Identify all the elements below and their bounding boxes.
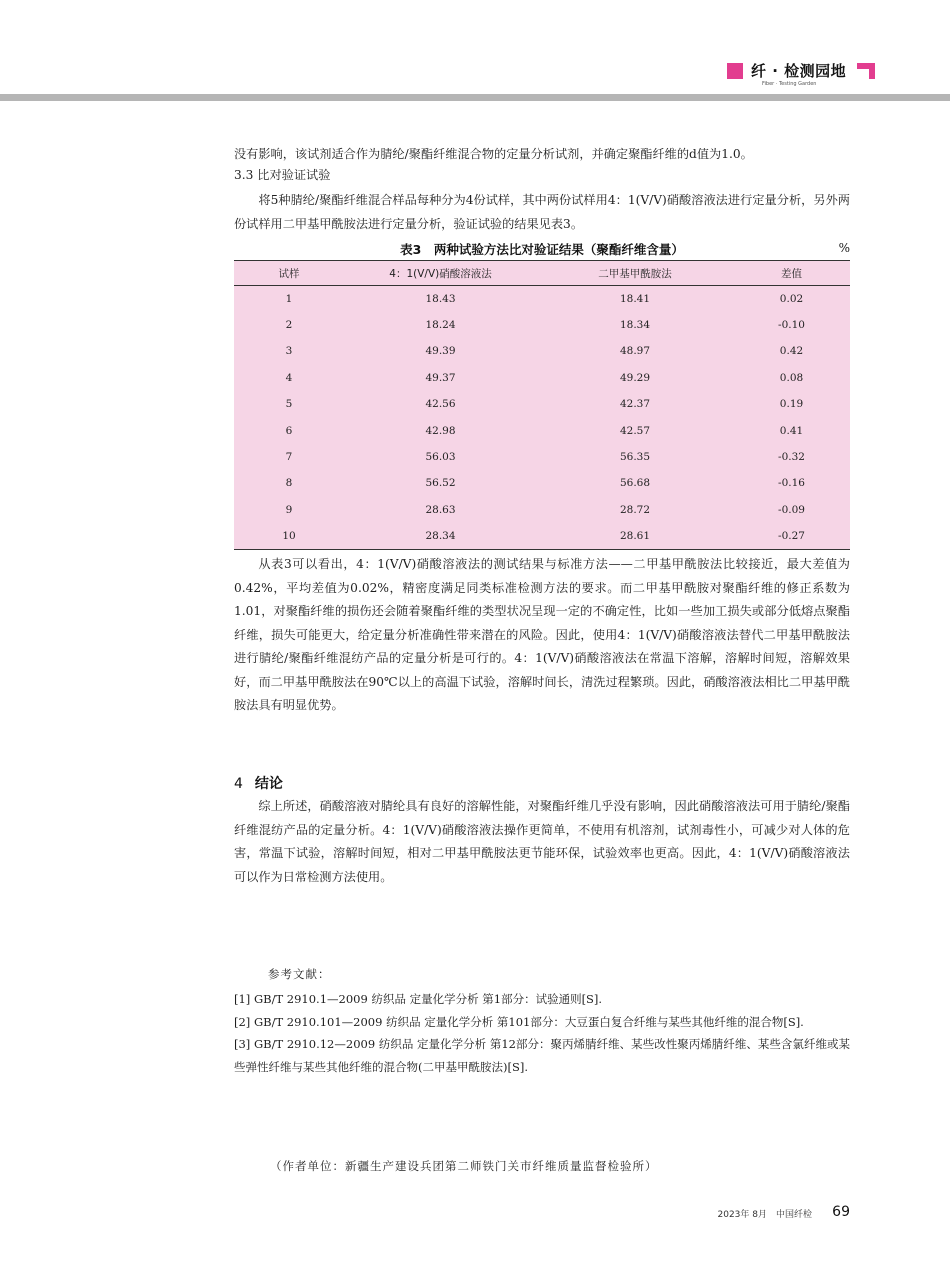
page-footer — [700, 1204, 850, 1224]
header-dmf: 二甲基甲酰胺法 — [537, 261, 733, 286]
author-affiliation: （作者单位：新疆生产建设兵团第二师铁门关市纤维质量监督检验所） — [270, 1159, 658, 1173]
cell-dmf: 49.29 — [619, 371, 651, 384]
references-list — [234, 988, 850, 1078]
cell-nitric: 56.52 — [425, 477, 456, 490]
references-title: 参考文献： — [268, 967, 331, 981]
reference-item: [3] GB/T 2910.12—2009 纺织品 定量化学分析 第12部分：聚丙烯腈纤维、某些改性聚丙烯腈纤维、某些含氯纤维或某些弹性纤维与某些其他纤维的混合物(二甲基甲酰胺法)[S]. — [234, 1037, 850, 1074]
cell-nitric: 18.24 — [425, 319, 456, 332]
table-row — [234, 417, 850, 443]
cell-sample: 1 — [285, 292, 293, 305]
cell-nitric: 28.63 — [425, 503, 456, 516]
cell-dmf: 18.34 — [619, 319, 651, 332]
cell-nitric: 56.03 — [425, 451, 456, 464]
cell-sample: 3 — [285, 345, 293, 358]
cell-diff: -0.32 — [778, 451, 805, 464]
paragraph-conclusion: 综上所述，硝酸溶液对腈纶具有良好的溶解性能，对聚酯纤维几乎没有影响，因此硝酸溶液法可用于腈纶/聚酯纤维混纺产品的定量分析。4：1(V/V)硝酸溶液法操作更简单，不使用有机溶剂，试剂毒性小，可减少对人体的危害，常温下试验，溶解时间短，相对二甲基甲酰胺法更节能环保，试验效率也更高。因此，4：1(V/V)硝酸溶液法可以作为日常检测方法使用。 — [234, 799, 850, 884]
brand-title: 纤 · 检测园地 — [751, 62, 847, 80]
table-row — [234, 312, 850, 338]
cell-nitric: 49.37 — [425, 371, 456, 384]
cell-diff: -0.27 — [733, 523, 850, 549]
section-title: 结论 — [254, 776, 283, 792]
cell-sample: 9 — [285, 503, 293, 516]
table-title: 表3 两种试验方法比对验证结果（聚酯纤维含量） — [400, 242, 684, 257]
cell-diff: -0.16 — [778, 477, 805, 490]
header-difference: 差值 — [733, 261, 850, 286]
cell-sample: 8 — [285, 477, 293, 490]
cell-nitric: 28.34 — [344, 523, 537, 549]
brand-corner-icon — [857, 63, 875, 79]
cell-sample: 4 — [285, 371, 293, 384]
cell-dmf: 56.35 — [619, 451, 651, 464]
cell-sample: 7 — [285, 451, 293, 464]
cell-dmf: 28.61 — [537, 523, 733, 549]
reference-item: [1] GB/T 2910.1—2009 纺织品 定量化学分析 第1部分：试验通则[S]. — [234, 992, 603, 1006]
cell-diff: 0.19 — [779, 398, 804, 411]
cell-dmf: 28.72 — [619, 503, 651, 516]
cell-diff: 0.08 — [779, 371, 804, 384]
cell-nitric: 42.56 — [425, 398, 456, 411]
table-row — [234, 523, 850, 549]
table-caption — [234, 240, 850, 258]
comparison-table — [234, 260, 850, 550]
table-row — [234, 391, 850, 417]
table-row — [234, 497, 850, 523]
cell-diff: -0.10 — [778, 319, 805, 332]
cell-sample: 2 — [285, 319, 293, 332]
table-row — [234, 338, 850, 364]
cell-nitric: 49.39 — [425, 345, 456, 358]
table-row — [234, 365, 850, 391]
cell-diff: 0.02 — [779, 292, 804, 305]
cell-diff: -0.09 — [778, 503, 805, 516]
cell-dmf: 48.97 — [619, 345, 651, 358]
page-header — [0, 0, 950, 100]
cell-nitric: 42.98 — [425, 424, 456, 437]
brand-square-icon — [727, 63, 743, 79]
brand-subtitle: Fiber · Testing Garden — [762, 81, 817, 87]
cell-dmf: 56.68 — [619, 477, 651, 490]
cell-diff: 0.41 — [779, 424, 804, 437]
cell-diff: 0.42 — [779, 345, 804, 358]
header-nitric-acid: 4：1(V/V)硝酸溶液法 — [344, 261, 537, 286]
cell-nitric: 18.43 — [425, 292, 456, 305]
table-row — [234, 286, 850, 312]
header-sample: 试样 — [234, 261, 344, 286]
cell-dmf: 18.41 — [619, 292, 651, 305]
table-header-row — [234, 261, 850, 286]
header-divider — [0, 94, 950, 101]
cell-dmf: 42.37 — [619, 398, 651, 411]
table-row — [234, 470, 850, 496]
paragraph-verification: 将5种腈纶/聚酯纤维混合样品每种分为4份试样，其中两份试样用4：1(V/V)硝酸溶液法进行定量分析，另外两份试样用二甲基甲酰胺法进行定量分析，验证试验的结果见表3。 — [234, 193, 850, 231]
cell-sample: 10 — [234, 523, 344, 549]
section-heading-3-3: 3.3 比对验证试验 — [234, 168, 331, 182]
issue-info: 2023年 8月 中国纤检 — [717, 1210, 812, 1220]
journal-brand — [727, 60, 887, 90]
table-row — [234, 444, 850, 470]
cell-sample: 5 — [285, 398, 293, 411]
section-number: 4 — [234, 776, 243, 792]
section-heading-4 — [234, 773, 283, 793]
reference-item: [2] GB/T 2910.101—2009 纺织品 定量化学分析 第101部分：大豆蛋白复合纤维与某些其他纤维的混合物[S]. — [234, 1014, 804, 1029]
table-unit: % — [838, 241, 850, 255]
paragraph-continued: 没有影响，该试剂适合作为腈纶/聚酯纤维混合物的定量分析试剂，并确定聚酯纤维的d值为1.0。 — [234, 147, 753, 161]
cell-sample: 6 — [285, 424, 293, 437]
cell-dmf: 42.57 — [619, 424, 651, 437]
paragraph-analysis: 从表3可以看出，4：1(V/V)硝酸溶液法的测试结果与标准方法——二甲基甲酰胺法比较接近，最大差值为0.42%，平均差值为0.02%，精密度满足同类标准检测方法的要求。而二甲基甲酰胺对聚酯纤维的修正系数为1.01，对聚酯纤维的损伤还会随着聚酯纤维的类型状况呈现一定的不确定性，比如一些加工损失或部分低熔点聚酯纤维，损失可能更大，给定量分析准确性带来潜在的风险。因此，使用4：1(V/V)硝酸溶液法替代二甲基甲酰胺法进行腈纶/聚酯纤维混纺产品的定量分析是可行的。4：1(V/V)硝酸溶液法在常温下溶解，溶解时间短，溶解效果好，而二甲基甲酰胺法在90℃以上的高温下试验，溶解时间长，清洗过程繁琐。因此，硝酸溶液法相比二甲基甲酰胺法具有明显优势。 — [234, 557, 850, 712]
page-number: 69 — [832, 1204, 850, 1220]
